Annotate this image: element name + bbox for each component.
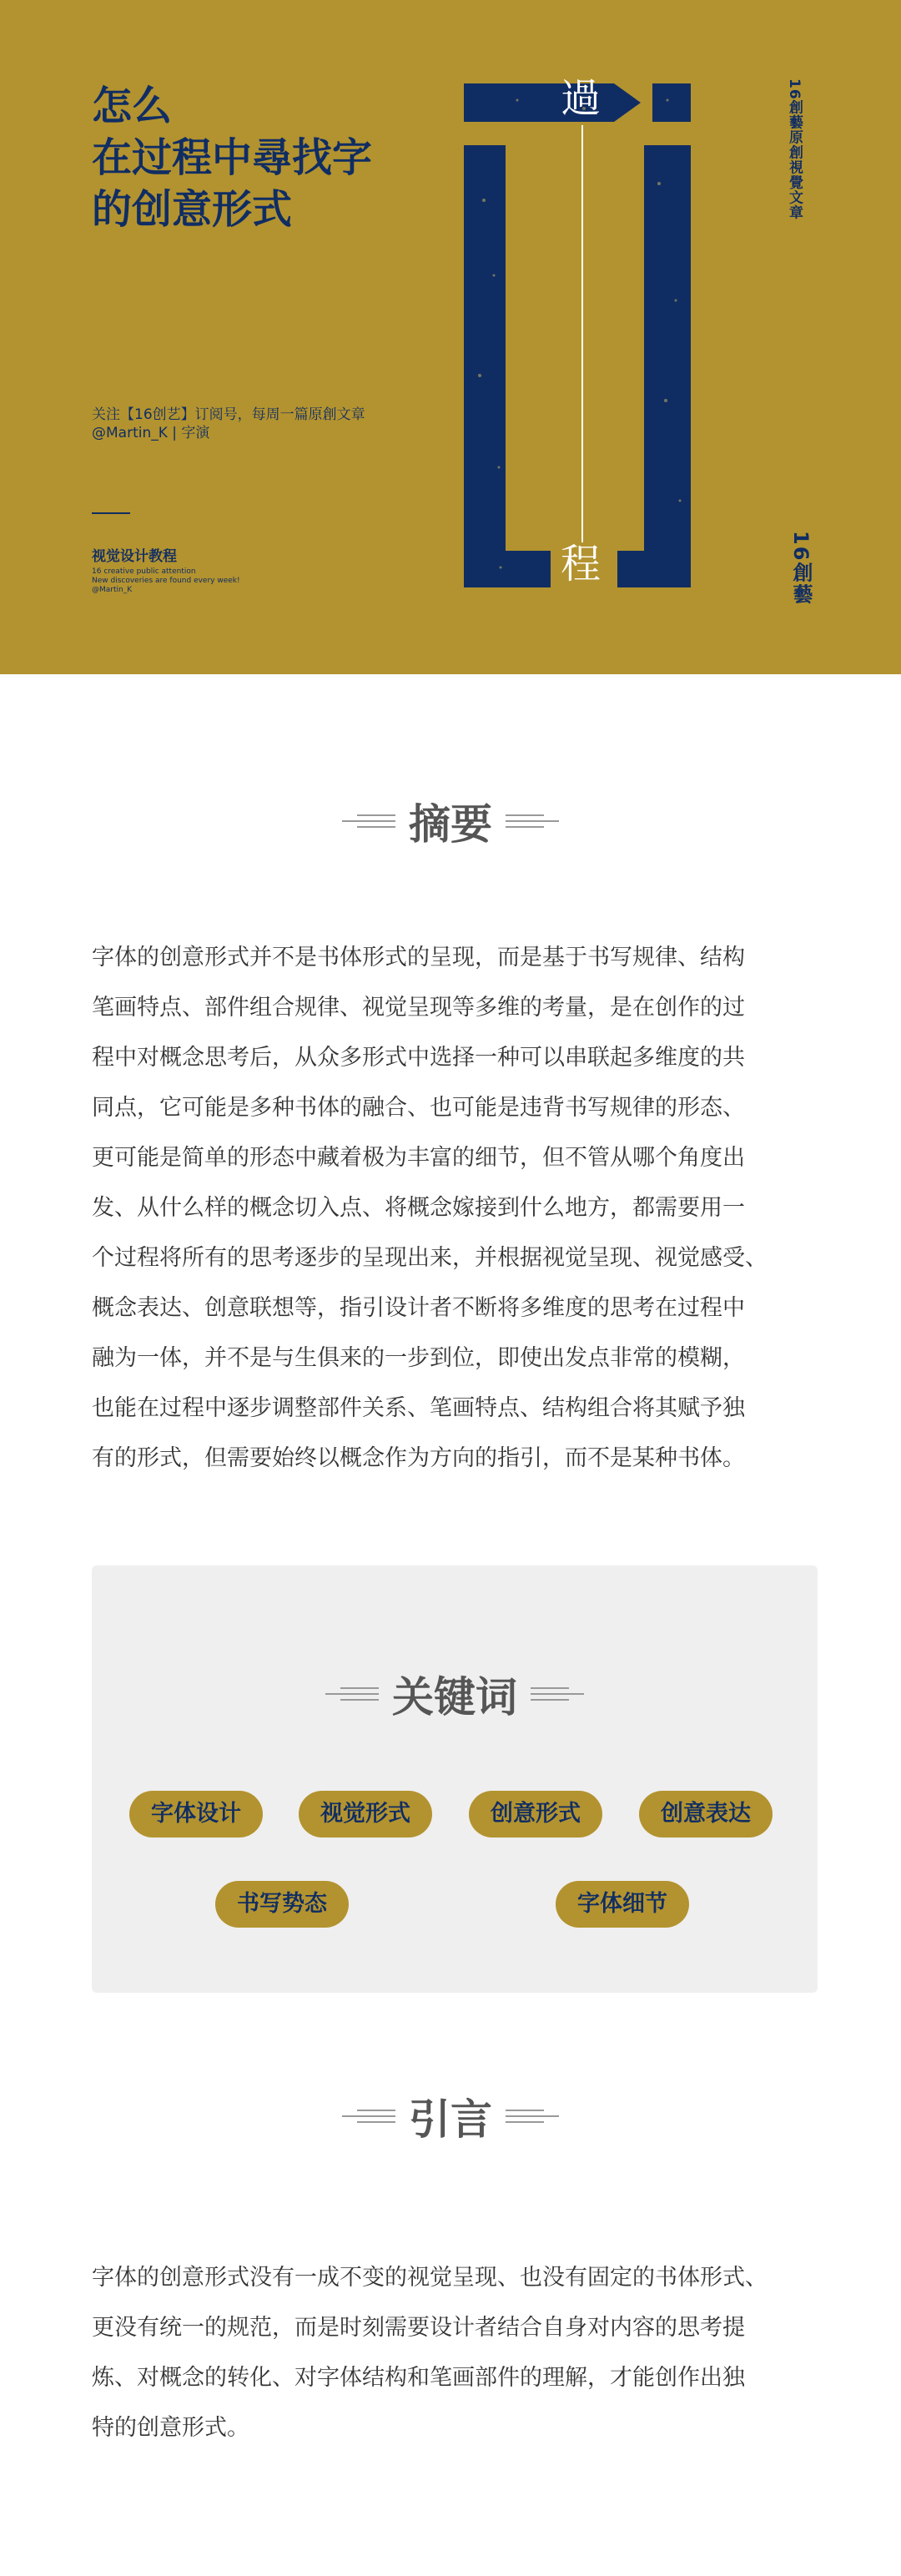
abstract-line: 更可能是简单的形态中藏着极为丰富的细节，但不管从哪个角度出: [92, 1145, 745, 1171]
heading-deco-right: [506, 2106, 559, 2126]
keyword-chip[interactable]: 创意表达: [639, 1791, 773, 1837]
glyph-char-top: 過: [561, 75, 602, 122]
abstract-line: 程中对概念思考后，从众多形式中选择一种可以串联起多维度的共: [92, 1045, 745, 1071]
glyph-left-stem: [464, 145, 506, 587]
course-en-line-2: New discoveries are found every week!: [92, 577, 240, 585]
glyph-right-stem: [644, 145, 691, 587]
heading-deco-right: [531, 1684, 584, 1704]
abstract-line: 有的形式，但需要始终以概念作为方向的指引，而不是某种书体。: [92, 1445, 745, 1471]
abstract-line: 也能在过程中逐步调整部件关系、笔画特点、结构组合将其赋予独: [92, 1395, 745, 1421]
keyword-chip[interactable]: 字体设计: [129, 1791, 263, 1837]
glyph-char-bottom: 程: [561, 541, 602, 587]
abstract-line: 同点，它可能是多种书体的融合、也可能是违背书写规律的形态、: [92, 1095, 745, 1121]
abstract-line: 发、从什么样的概念切入点、将概念嫁接到什么地方，都需要用一: [92, 1195, 745, 1221]
glyph-bottom-right: [617, 551, 691, 587]
intro-heading: [0, 2086, 901, 2146]
intro-line: 更没有统一的规范，而是时刻需要设计者结合自身对内容的思考提: [92, 2315, 745, 2341]
keywords-card: [92, 1565, 818, 1993]
follow-line-2: @Martin_K | 字演: [92, 425, 210, 441]
heading-deco-left: [325, 1684, 379, 1704]
hero-vertical-logo: 16創藝: [789, 531, 813, 606]
keywords-heading-text: 关键词: [392, 1672, 517, 1722]
abstract-line: 融为一体，并不是与生俱来的一步到位，即使出发点非常的模糊，: [92, 1345, 745, 1371]
abstract-paragraph: [92, 933, 826, 1484]
heading-deco-left: [342, 2106, 395, 2126]
glyph-artwork: [0, 0, 901, 674]
hero-title-line-3: 的创意形式: [92, 186, 293, 233]
abstract-line: 个过程将所有的思考逐步的呈现出来，并根据视觉呈现、视觉感受、: [92, 1245, 768, 1271]
course-en-line-1: 16 creative public attention: [92, 567, 196, 576]
course-en-line-3: @Martin_K: [92, 586, 133, 594]
intro-heading-text: 引言: [409, 2095, 492, 2144]
intro-line: 字体的创意形式没有一成不变的视觉呈现、也没有固定的书体形式、: [92, 2265, 768, 2291]
abstract-heading-text: 摘要: [409, 799, 492, 849]
glyph-bottom-bar: [464, 551, 551, 587]
intro-line: 特的创意形式。: [92, 2415, 249, 2441]
keywords-heading: [92, 1664, 818, 1724]
intro-paragraph: [92, 2253, 826, 2453]
keyword-chip[interactable]: 视觉形式: [299, 1791, 432, 1837]
glyph-top-right-block: [652, 83, 691, 122]
hero-vertical-label: 16創藝原創視覺文章: [786, 78, 803, 220]
abstract-heading: [0, 791, 901, 851]
abstract-line: 字体的创意形式并不是书体形式的呈现，而是基于书写规律、结构: [92, 945, 745, 970]
glyph-arrow-icon: [614, 83, 641, 122]
heading-deco-right: [506, 811, 559, 831]
hero-title-line-2: 在过程中尋找字: [92, 134, 373, 181]
follow-line-1: 关注【16创艺】订阅号，每周一篇原創文章: [92, 406, 365, 423]
abstract-line: 笔画特点、部件组合规律、视觉呈现等多维的考量，是在创作的过: [92, 995, 745, 1021]
keyword-chip[interactable]: 书写势态: [215, 1881, 349, 1928]
abstract-line: 概念表达、创意联想等，指引设计者不断将多维度的思考在过程中: [92, 1295, 745, 1321]
keyword-chip[interactable]: 创意形式: [469, 1791, 602, 1837]
keyword-chip[interactable]: 字体细节: [556, 1881, 689, 1928]
hero-course-label: 视觉设计教程: [92, 548, 177, 565]
hero-title-line-1: 怎么: [92, 83, 173, 129]
intro-line: 炼、对概念的转化、对字体结构和笔画部件的理解，才能创作出独: [92, 2365, 745, 2391]
hero-banner: [0, 0, 901, 674]
heading-deco-left: [342, 811, 395, 831]
